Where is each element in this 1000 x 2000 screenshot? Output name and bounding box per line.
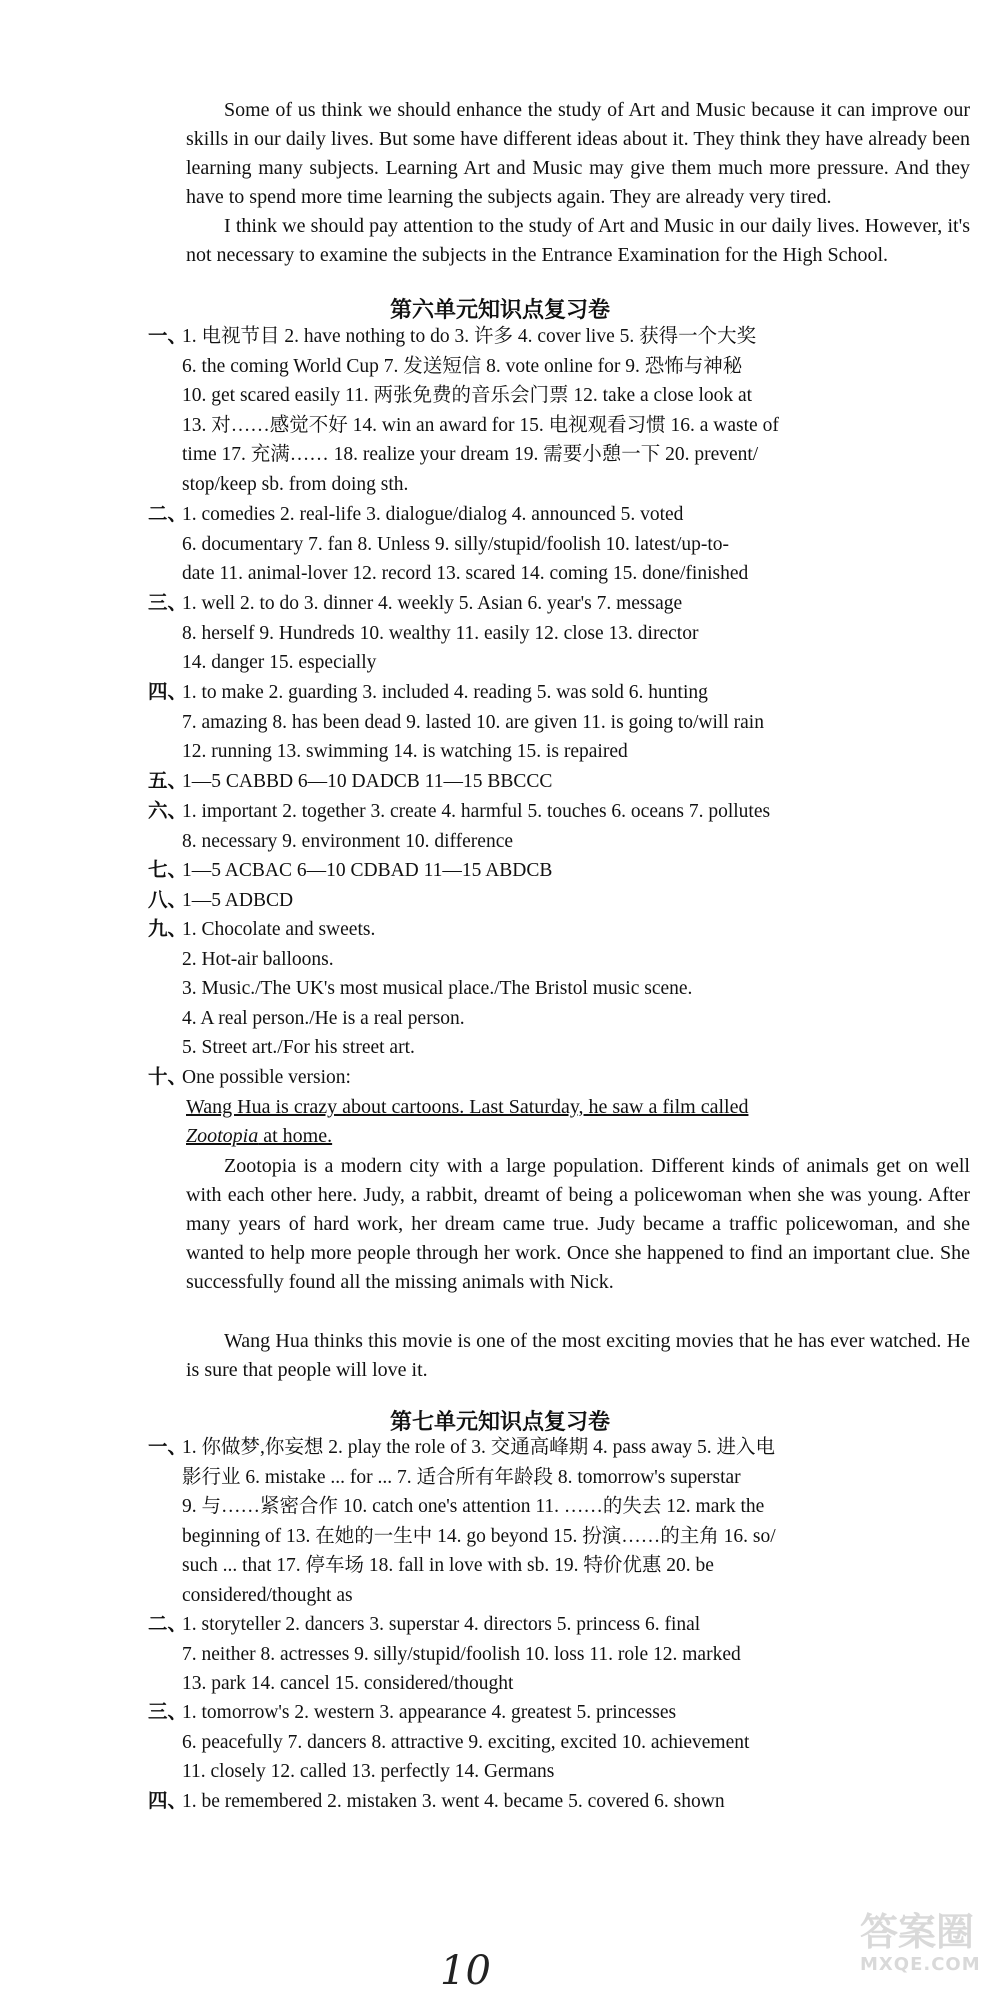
- section-label: 十、: [148, 1067, 188, 1088]
- answer-line: 7. neither 8. actresses 9. silly/stupid/foolish 10. loss 11. role 12. marked: [182, 1643, 741, 1665]
- section-label: 一、: [148, 1437, 188, 1458]
- answer-line: 1. storyteller 2. dancers 3. superstar 4. directors 5. princess 6. final: [182, 1614, 701, 1635]
- sample-body-2: Wang Hua thinks this movie is one of the most exciting movies that he has ever watched. He is sure that people will love it.: [186, 1330, 970, 1381]
- answer-line: beginning of 13. 在她的一生中 14. go beyond 15. 扮演……的主角 16. so/: [182, 1525, 776, 1547]
- section-label: 一、: [148, 326, 188, 347]
- section-label: 四、: [148, 1791, 188, 1812]
- sample-body-1: Zootopia is a modern city with a large population. Different kinds of animals get on well with each other here. Judy, a rabbit, dreamt of being a policewoman when she was young. After many years of hard work, her dream came true. Judy became a traffic policewoman, and she wanted to help more people through her work. Once she happened to find an important clue. She successfully found all the missing animals with Nick.: [186, 1155, 970, 1293]
- answer-line: 6. peacefully 7. dancers 8. attractive 9. exciting, excited 10. achievement: [182, 1731, 750, 1753]
- answer-line: 影行业 6. mistake ... for ... 7. 适合所有年龄段 8. tomorrow's superstar: [182, 1466, 741, 1488]
- section-label: 七、: [148, 860, 188, 881]
- answer-line: 3. Music./The UK's most musical place./The Bristol music scene.: [182, 978, 693, 999]
- answer-line: 1. be remembered 2. mistaken 3. went 4. became 5. covered 6. shown: [182, 1791, 725, 1812]
- sample-first-sentence: [186, 1093, 970, 1122]
- unit6-title: 第六单元知识点复习卷: [389, 298, 610, 323]
- answer-line: 8. herself 9. Hundreds 10. wealthy 11. easily 12. close 13. director: [182, 622, 699, 644]
- answer-line: considered/thought as: [182, 1584, 353, 1606]
- section-label: 二、: [148, 1614, 188, 1635]
- unit7-section-1: [148, 1433, 970, 1610]
- answer-line: 13. park 14. cancel 15. considered/thought: [182, 1673, 514, 1694]
- section-label: 五、: [148, 771, 188, 792]
- unit6-section-5: [148, 767, 970, 797]
- unit7-section-4: [148, 1787, 970, 1817]
- watermark-text: 答案圈: [860, 1910, 975, 1954]
- answer-line: 8. necessary 9. environment 10. difference: [182, 830, 514, 852]
- unit6-section-7: [148, 856, 970, 886]
- unit7-title: 第七单元知识点复习卷: [389, 1410, 610, 1435]
- unit6-section-9: [148, 915, 970, 1063]
- unit6-section-3: [148, 589, 970, 678]
- answer-line: 14. danger 15. especially: [182, 652, 377, 673]
- answer-line: 1. 你做梦,你妄想 2. play the role of 3. 交通高峰期 4. pass away 5. 进入电: [182, 1437, 776, 1458]
- sample-intro: One possible version:: [182, 1067, 351, 1088]
- answer-line: 1. Chocolate and sweets.: [182, 919, 376, 940]
- answer-line: 7. amazing 8. has been dead 9. lasted 10. are given 11. is going to/will rain: [182, 711, 764, 733]
- answer-line: 6. the coming World Cup 7. 发送短信 8. vote online for 9. 恐怖与神秘: [182, 355, 743, 377]
- answer-line: stop/keep sb. from doing sth.: [182, 473, 409, 495]
- essay-paragraph-2: I think we should pay attention to the study of Art and Music in our daily lives. However, it's not necessary to examine the subjects in the Entrance Examination for the High School.: [186, 215, 970, 266]
- section-label: 三、: [148, 1702, 188, 1723]
- film-title: Zootopia: [186, 1125, 259, 1147]
- answer-line: time 17. 充满…… 18. realize your dream 19. 需要小憩一下 20. prevent/: [182, 444, 759, 465]
- answer-line: such ... that 17. 停车场 18. fall in love with sb. 19. 特价优惠 20. be: [182, 1555, 714, 1576]
- answer-line: 1. well 2. to do 3. dinner 4. weekly 5. Asian 6. year's 7. message: [182, 593, 683, 614]
- answer-line: 1. tomorrow's 2. western 3. appearance 4. greatest 5. princesses: [182, 1702, 677, 1723]
- watermark-url: MXQE.COM: [860, 1954, 981, 1975]
- page-number: 10: [440, 1948, 491, 1994]
- answer-line: 1—5 ADBCD: [182, 890, 294, 911]
- watermark-logo: [860, 1910, 990, 1990]
- section-label: 四、: [148, 682, 188, 703]
- answer-line: 5. Street art./For his street art.: [182, 1037, 415, 1058]
- answer-line: 9. 与……紧密合作 10. catch one's attention 11. ……的失去 12. mark the: [182, 1496, 765, 1517]
- section-label: 六、: [148, 801, 188, 822]
- answer-line: 11. closely 12. called 13. perfectly 14. Germans: [182, 1761, 555, 1782]
- section-label: 三、: [148, 593, 188, 614]
- answer-line: date 11. animal-lover 12. record 13. scared 14. coming 15. done/finished: [182, 563, 749, 584]
- answer-line: 2. Hot-air balloons.: [182, 948, 334, 970]
- answer-line: 1—5 ACBAC 6—10 CDBAD 11—15 ABDCB: [182, 860, 553, 881]
- unit6-section-1: [148, 322, 970, 499]
- unit6-section-4: [148, 678, 970, 767]
- answer-line: 1. comedies 2. real-life 3. dialogue/dialog 4. announced 5. voted: [182, 504, 684, 525]
- answer-line: 1. to make 2. guarding 3. included 4. reading 5. was sold 6. hunting: [182, 682, 708, 703]
- section-label: 八、: [148, 890, 188, 911]
- sample-first-sentence-end: [186, 1122, 970, 1151]
- first-sentence-a: Wang Hua is crazy about cartoons. Last Saturday, he saw a film called: [186, 1096, 749, 1118]
- answer-line: 12. running 13. swimming 14. is watching 15. is repaired: [182, 741, 628, 762]
- section-label: 二、: [148, 504, 188, 525]
- answer-line: 13. 对……感觉不好 14. win an award for 15. 电视观看习惯 16. a waste of: [182, 414, 779, 436]
- unit6-section-10: [148, 1063, 970, 1093]
- answer-line: 4. A real person./He is a real person.: [182, 1007, 465, 1029]
- essay-paragraph-1: Some of us think we should enhance the study of Art and Music because it can improve our skills in our daily lives. But some have different ideas about it. They think they have already been learning many subjects. Learning Art and Music may give them much more pressure. And they have to spend more time learning the subjects again. They are already very tired.: [186, 99, 970, 208]
- unit6-section-8: [148, 886, 970, 916]
- answer-line: 1. 电视节目 2. have nothing to do 3. 许多 4. cover live 5. 获得一个大奖: [182, 326, 757, 347]
- answer-line: 1. important 2. together 3. create 4. harmful 5. touches 6. oceans 7. pollutes: [182, 801, 771, 822]
- unit7-section-2: [148, 1610, 970, 1699]
- answer-line: 10. get scared easily 11. 两张免费的音乐会门票 12. take a close look at: [182, 385, 753, 406]
- answer-line: 6. documentary 7. fan 8. Unless 9. silly/stupid/foolish 10. latest/up-to-: [182, 533, 730, 555]
- section-label: 九、: [148, 919, 188, 940]
- unit6-section-6: [148, 797, 970, 856]
- unit7-section-3: [148, 1698, 970, 1787]
- unit6-section-2: [148, 500, 970, 589]
- first-sentence-b: at home.: [258, 1125, 333, 1147]
- answer-line: 1—5 CABBD 6—10 DADCB 11—15 BBCCC: [182, 771, 553, 792]
